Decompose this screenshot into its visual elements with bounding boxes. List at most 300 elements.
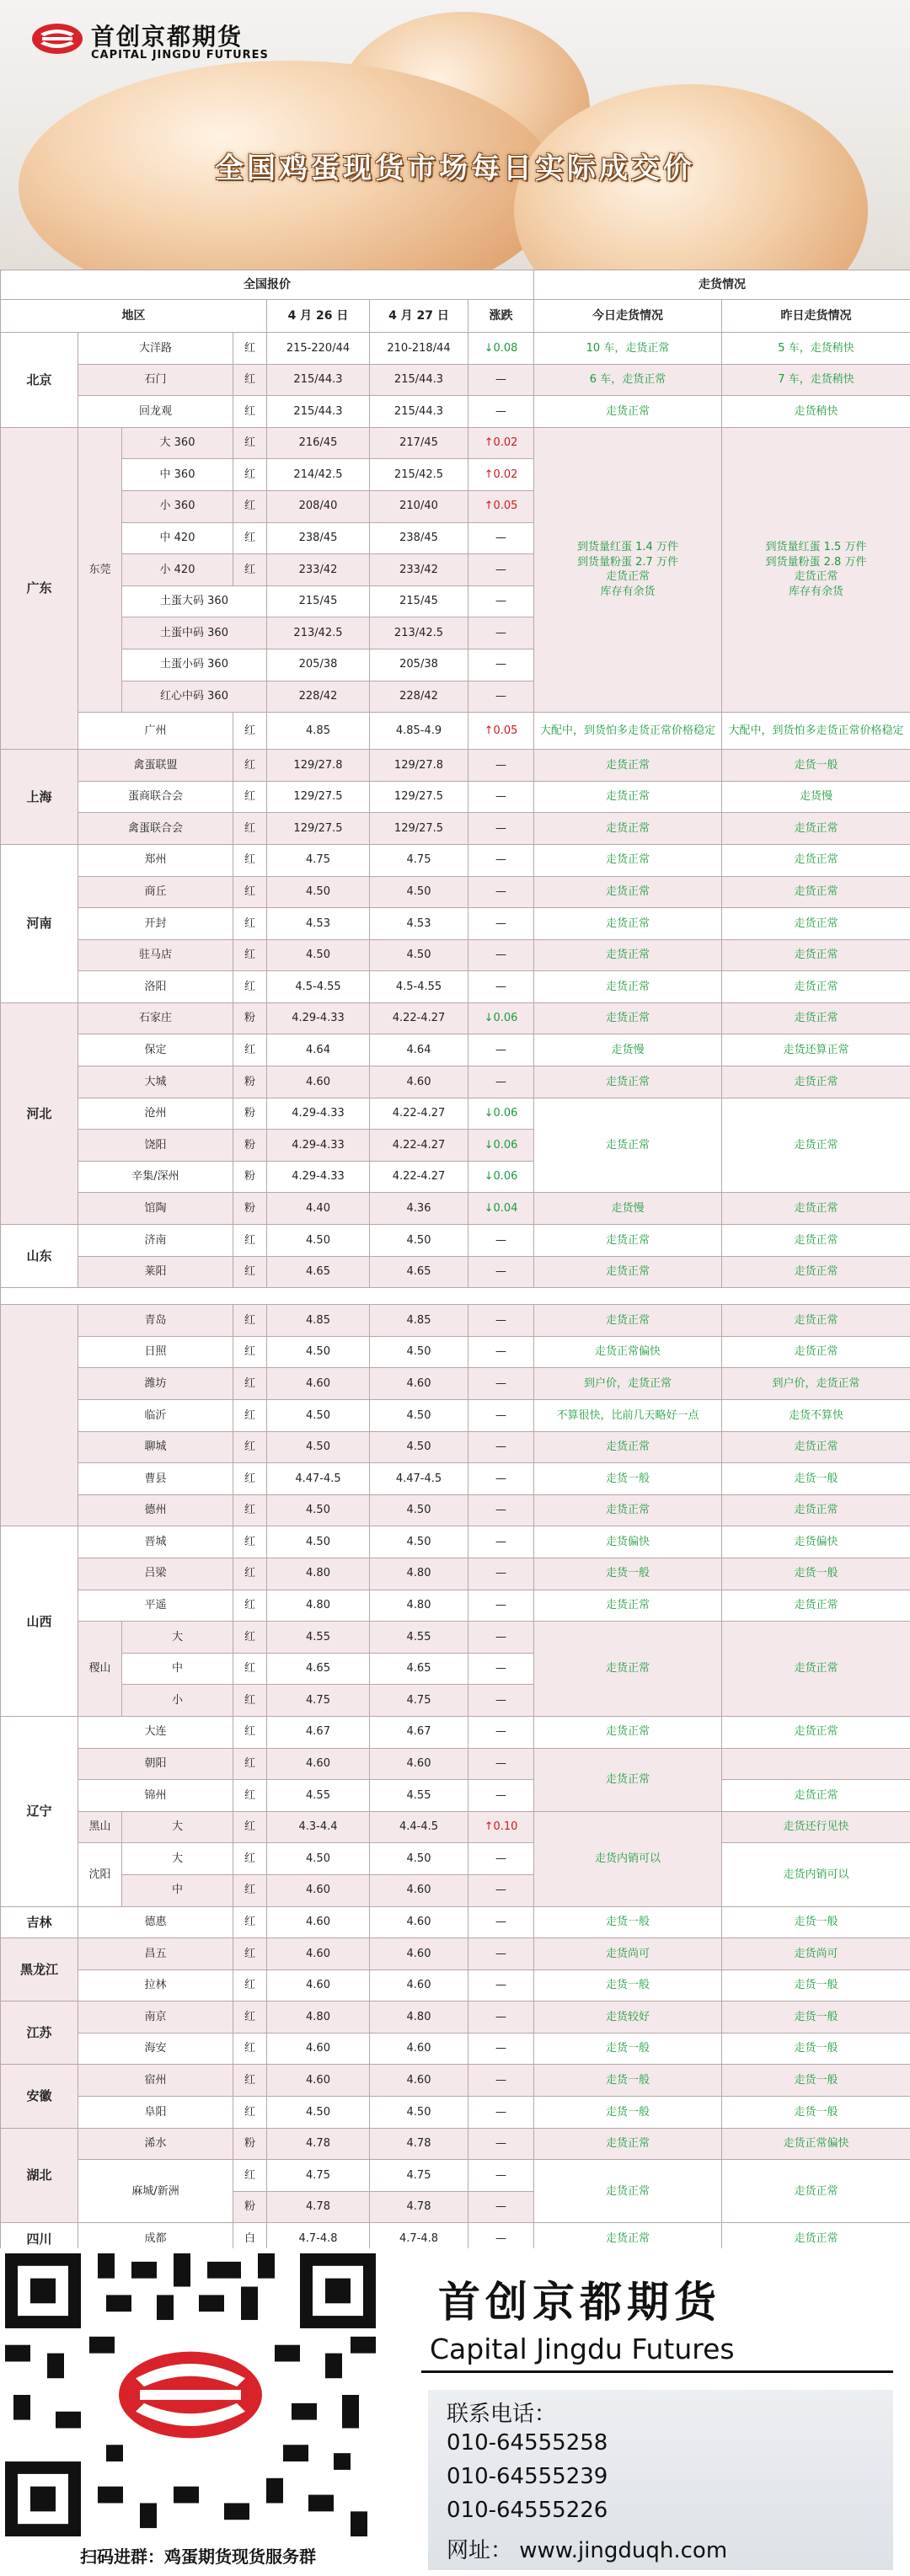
market-name: 回龙观 [78, 396, 233, 428]
phone-number[interactable]: 010-64555239 [447, 2464, 608, 2489]
price-date2: 4.22-4.27 [370, 1002, 468, 1034]
price-date2: 129/27.5 [370, 813, 468, 845]
table-row [1, 2033, 910, 2065]
price-date2: 4.22-4.27 [370, 1098, 468, 1130]
price-date1: 4.7-4.8 [267, 2223, 370, 2255]
price-date1: 4.5-4.55 [267, 971, 370, 1003]
company-name-en: Capital Jingdu Futures [430, 2333, 735, 2365]
egg-type: 红 [233, 1400, 267, 1432]
price-date1: 4.55 [267, 1622, 370, 1654]
price-change: ↓0.06 [468, 1130, 534, 1162]
price-date2: 4.50 [370, 876, 468, 908]
price-table [0, 270, 910, 2255]
price-date2: 4.65 [370, 1653, 468, 1685]
table-row [1, 2128, 910, 2160]
price-date2: 205/38 [370, 649, 468, 681]
sales-yesterday: 走货正常 [722, 1716, 910, 1748]
region-name: 广东 [1, 427, 78, 749]
price-date1: 129/27.5 [267, 781, 370, 813]
sales-yesterday: 走货正常 [722, 1780, 910, 1812]
sub-region-name: 稷山 [78, 1622, 122, 1717]
region-name: 江苏 [1, 2001, 78, 2065]
egg-type: 粉 [233, 1193, 267, 1225]
table-row [1, 1066, 910, 1098]
price-date1: 4.29-4.33 [267, 1002, 370, 1034]
market-name: 郑州 [78, 844, 233, 876]
market-name: 聊城 [78, 1431, 233, 1463]
price-date1: 213/42.5 [267, 617, 370, 649]
sales-today: 走货正常 [534, 876, 722, 908]
price-date2: 4.60 [370, 1368, 468, 1400]
price-change: — [468, 2160, 534, 2192]
market-name: 商丘 [78, 876, 233, 908]
table-row [1, 1034, 910, 1066]
price-date1: 215/44.3 [267, 364, 370, 396]
price-date1: 4.50 [267, 1843, 370, 1875]
egg-type: 红 [233, 1590, 267, 1622]
sales-yesterday: 走货正常 [722, 1336, 910, 1368]
price-date2: 4.47-4.5 [370, 1463, 468, 1495]
price-date2: 4.75 [370, 1685, 468, 1717]
price-date2: 4.7-4.8 [370, 2223, 468, 2255]
price-date1: 4.85 [267, 1305, 370, 1337]
price-date1: 4.60 [267, 1748, 370, 1780]
price-date1: 215-220/44 [267, 333, 370, 365]
sales-yesterday: 走货不算快 [722, 1400, 910, 1432]
table-row [1, 1906, 910, 1938]
sales-yesterday: 7 车，走货稍快 [722, 364, 910, 396]
price-date1: 233/42 [267, 554, 370, 586]
sales-yesterday: 走货还算正常 [722, 1034, 910, 1066]
sales-today: 走货正常 [534, 1748, 722, 1811]
region-name: 湖北 [1, 2128, 78, 2223]
egg-type: 红 [233, 939, 267, 971]
table-row [1, 1622, 910, 1654]
market-name: 宿州 [78, 2065, 233, 2097]
sales-today: 走货正常 [534, 1494, 722, 1526]
price-section-header: 全国报价 [1, 270, 534, 300]
price-date1: 4.60 [267, 1368, 370, 1400]
website-link[interactable]: www.jingduqh.com [519, 2538, 728, 2563]
price-change: — [468, 1256, 534, 1288]
price-change: — [468, 2033, 534, 2065]
price-date2: 215/42.5 [370, 459, 468, 491]
region-name: 黑龙江 [1, 1938, 78, 2001]
table-row [1, 939, 910, 971]
price-change: — [468, 908, 534, 940]
sales-today: 走货一般 [534, 1906, 722, 1938]
sales-yesterday: 走货稍快 [722, 396, 910, 428]
egg-type: 红 [233, 713, 267, 750]
table-row [1, 813, 910, 845]
price-date1: 4.78 [267, 2191, 370, 2223]
table-row [1, 844, 910, 876]
price-date2: 4.60 [370, 1874, 468, 1906]
egg-type: 红 [233, 876, 267, 908]
market-name: 日照 [78, 1336, 233, 1368]
sales-today: 走货正常 [534, 1066, 722, 1098]
sales-yesterday: 走货正常 [722, 1002, 910, 1034]
table-row [1, 1494, 910, 1526]
sales-yesterday: 走货正常 [722, 1098, 910, 1193]
col-header-region: 地区 [1, 300, 267, 333]
egg-type: 白 [233, 2223, 267, 2255]
market-name: 馆陶 [78, 1193, 233, 1225]
egg-type: 红 [233, 781, 267, 813]
price-date2: 4.60 [370, 1938, 468, 1970]
sales-yesterday: 走货正常 [722, 971, 910, 1003]
price-date2: 4.60 [370, 1906, 468, 1938]
sales-line: 库存有余货 [600, 585, 656, 598]
market-name: 中 [122, 1653, 233, 1685]
sales-line: 到货量红蛋 1.5 万件 [765, 541, 867, 554]
price-date1: 4.60 [267, 1066, 370, 1098]
price-date1: 4.60 [267, 1938, 370, 1970]
market-name: 中 420 [122, 522, 233, 554]
market-name: 开封 [78, 908, 233, 940]
egg-type: 红 [233, 2065, 267, 2097]
table-row [1, 396, 910, 428]
egg-type: 粉 [233, 2128, 267, 2160]
region-name: 河北 [1, 1002, 78, 1224]
price-change: — [468, 1494, 534, 1526]
table-row [1, 713, 910, 750]
egg-type: 粉 [233, 1066, 267, 1098]
egg-type: 红 [233, 554, 267, 586]
price-date1: 4.64 [267, 1034, 370, 1066]
sales-yesterday: 走货一般 [722, 2097, 910, 2129]
market-name: 潍坊 [78, 1368, 233, 1400]
market-name: 洛阳 [78, 971, 233, 1003]
table-row [1, 1098, 910, 1130]
price-date2: 4.67 [370, 1716, 468, 1748]
table-row [1, 1780, 910, 1812]
price-change: ↓0.06 [468, 1002, 534, 1034]
sales-today: 走货正常 [534, 908, 722, 940]
price-change: — [468, 1685, 534, 1717]
market-name: 蛋商联合会 [78, 781, 233, 813]
scan-prompt: 扫码进群：鸡蛋期货现货服务群 [80, 2547, 316, 2567]
region-name [1, 1305, 78, 1526]
price-date2: 4.50 [370, 1431, 468, 1463]
price-date1: 4.60 [267, 1969, 370, 2001]
region-name: 河南 [1, 844, 78, 1002]
market-name: 土蛋小码 360 [122, 649, 267, 681]
table-row [1, 1431, 910, 1463]
sales-yesterday: 走货正常 [722, 1431, 910, 1463]
sales-today: 走货正常 [534, 1002, 722, 1034]
sales-line: 走货正常 [605, 570, 650, 584]
price-change: ↑0.02 [468, 459, 534, 491]
market-name: 广州 [78, 713, 233, 750]
egg-type: 红 [233, 2001, 267, 2034]
egg-type: 红 [233, 1969, 267, 2001]
table-row [1, 427, 910, 459]
price-change: — [468, 617, 534, 649]
table-row [1, 1938, 910, 1970]
price-date1: 4.55 [267, 1780, 370, 1812]
price-date1: 4.78 [267, 2128, 370, 2160]
price-date2: 4.60 [370, 2065, 468, 2097]
price-change: — [468, 1938, 534, 1970]
price-date2: 129/27.5 [370, 781, 468, 813]
egg-type: 粉 [233, 2191, 267, 2223]
sales-yesterday: 走货一般 [722, 2033, 910, 2065]
sales-yesterday: 走货正常 [722, 908, 910, 940]
table-row [1, 2097, 910, 2129]
price-change: ↑0.02 [468, 427, 534, 459]
sales-today: 走货内销可以 [534, 1811, 722, 1906]
market-name: 大连 [78, 1716, 233, 1748]
market-name: 晋城 [78, 1526, 233, 1558]
price-date1: 4.29-4.33 [267, 1161, 370, 1193]
market-name: 土蛋中码 360 [122, 617, 267, 649]
market-name: 济南 [78, 1225, 233, 1257]
sales-today: 走货正常 [534, 2128, 722, 2160]
price-date2: 210-218/44 [370, 333, 468, 365]
price-date2: 233/42 [370, 554, 468, 586]
sales-yesterday: 走货一般 [722, 2065, 910, 2097]
sales-yesterday: 走货正常 [722, 1066, 910, 1098]
market-name: 大城 [78, 1066, 233, 1098]
sales-today: 10 车，走货正常 [534, 333, 722, 365]
sales-yesterday: 走货正常 [722, 844, 910, 876]
price-date2: 4.5-4.55 [370, 971, 468, 1003]
col-header-change: 涨跌 [468, 300, 534, 333]
price-change: — [468, 844, 534, 876]
egg-type: 红 [233, 490, 267, 522]
price-date1: 228/42 [267, 681, 370, 713]
price-date1: 4.60 [267, 2065, 370, 2097]
price-date1: 4.50 [267, 1526, 370, 1558]
egg-type: 红 [233, 1685, 267, 1717]
price-change: — [468, 939, 534, 971]
price-date2: 217/45 [370, 427, 468, 459]
table-row [1, 1305, 910, 1337]
phone-number[interactable]: 010-64555226 [447, 2498, 608, 2523]
egg-type: 红 [233, 1034, 267, 1066]
price-date2: 4.50 [370, 939, 468, 971]
table-row [1, 1193, 910, 1225]
price-change: — [468, 1305, 534, 1337]
egg-type: 红 [233, 813, 267, 845]
sales-today: 走货慢 [534, 1193, 722, 1225]
price-date2: 4.50 [370, 1843, 468, 1875]
egg-type: 红 [233, 522, 267, 554]
table-row [1, 1463, 910, 1495]
price-date1: 4.60 [267, 2033, 370, 2065]
egg-type: 粉 [233, 1002, 267, 1034]
price-date1: 4.75 [267, 2160, 370, 2192]
price-date1: 215/45 [267, 585, 370, 617]
table-row [1, 2160, 910, 2192]
sales-today: 走货正常 [534, 971, 722, 1003]
table-row [1, 364, 910, 396]
qr-code-icon[interactable] [5, 2253, 376, 2536]
price-date2: 4.75 [370, 844, 468, 876]
price-date1: 4.50 [267, 1400, 370, 1432]
price-change: — [468, 1622, 534, 1654]
egg-type: 红 [233, 1494, 267, 1526]
sales-yesterday: 走货一般 [722, 1463, 910, 1495]
price-change: — [468, 1874, 534, 1906]
table-row [1, 1969, 910, 2001]
price-date2: 4.78 [370, 2128, 468, 2160]
price-change: — [468, 1716, 534, 1748]
price-change: — [468, 554, 534, 586]
market-name: 驻马店 [78, 939, 233, 971]
egg-type: 粉 [233, 1098, 267, 1130]
sales-yesterday: 到户价，走货正常 [722, 1368, 910, 1400]
table-row [1, 2001, 910, 2034]
sales-today: 走货较好 [534, 2001, 722, 2034]
sales-yesterday: 走货一般 [722, 2001, 910, 2034]
website [447, 2533, 727, 2564]
market-name: 曹县 [78, 1463, 233, 1495]
region-name: 山东 [1, 1225, 78, 1288]
sales-yesterday: 走货偏快 [722, 1526, 910, 1558]
region-name: 四川 [1, 2223, 78, 2255]
sales-today: 走货正常 [534, 1225, 722, 1257]
egg-type: 红 [233, 971, 267, 1003]
price-change: — [468, 1066, 534, 1098]
market-name: 石门 [78, 364, 233, 396]
price-change: — [468, 1431, 534, 1463]
market-name: 中 360 [122, 459, 233, 491]
region-name: 吉林 [1, 1906, 78, 1938]
market-name: 德州 [78, 1494, 233, 1526]
market-name: 小 420 [122, 554, 233, 586]
egg-type: 红 [233, 750, 267, 782]
sales-today: 走货一般 [534, 2065, 722, 2097]
price-change: — [468, 813, 534, 845]
banner [0, 0, 910, 270]
sales-yesterday: 走货一般 [722, 1969, 910, 2001]
divider [421, 2370, 893, 2373]
price-change: — [468, 1590, 534, 1622]
market-name: 朝阳 [78, 1748, 233, 1780]
table-row [1, 1368, 910, 1400]
sales-today: 走货一般 [534, 2033, 722, 2065]
sales-today: 走货正常 [534, 1256, 722, 1288]
price-change: — [468, 396, 534, 428]
sales-yesterday: 走货正常 [722, 1305, 910, 1337]
price-date1: 215/44.3 [267, 396, 370, 428]
sales-today: 走货正常 [534, 781, 722, 813]
table-row [1, 1400, 910, 1432]
website-label: 网址： [447, 2538, 513, 2563]
price-date2: 129/27.8 [370, 750, 468, 782]
price-change: — [468, 1368, 534, 1400]
spacer [1, 1288, 910, 1305]
egg-type: 红 [233, 1716, 267, 1748]
sales-line: 到货量红蛋 1.4 万件 [577, 541, 678, 554]
sales-yesterday [722, 1748, 910, 1780]
price-date1: 4.50 [267, 939, 370, 971]
price-date1: 208/40 [267, 490, 370, 522]
price-date2: 4.60 [370, 1066, 468, 1098]
egg-type: 红 [233, 459, 267, 491]
table-row [1, 1748, 910, 1780]
price-date2: 4.75 [370, 2160, 468, 2192]
sales-section-header: 走货情况 [534, 270, 910, 300]
sales-yesterday: 走货正常 [722, 2160, 910, 2223]
egg-type: 红 [233, 844, 267, 876]
market-name: 拉林 [78, 1969, 233, 2001]
table-row [1, 1526, 910, 1558]
price-change: — [468, 750, 534, 782]
price-table-wrapper [0, 270, 910, 2255]
price-date1: 4.60 [267, 1874, 370, 1906]
egg-type: 红 [233, 1431, 267, 1463]
sales-yesterday: 走货内销可以 [722, 1843, 910, 1906]
sales-today: 到户价，走货正常 [534, 1368, 722, 1400]
market-name: 浠水 [78, 2128, 233, 2160]
egg-type: 红 [233, 1938, 267, 1970]
sales-today: 走货正常 [534, 1431, 722, 1463]
price-date2: 4.50 [370, 1336, 468, 1368]
table-row [1, 1225, 910, 1257]
sales-yesterday: 走货正常 [722, 1225, 910, 1257]
price-date1: 4.60 [267, 1906, 370, 1938]
egg-type: 红 [233, 2160, 267, 2192]
footer [0, 2248, 910, 2576]
sub-region-name: 东莞 [78, 427, 122, 712]
egg-type: 红 [233, 1780, 267, 1812]
price-change: — [468, 585, 534, 617]
phone-number[interactable]: 010-64555258 [447, 2430, 608, 2456]
price-change: — [468, 1780, 534, 1812]
table-row [1, 1590, 910, 1622]
price-change: — [468, 781, 534, 813]
sales-today: 走货一般 [534, 2097, 722, 2129]
price-date1: 4.80 [267, 2001, 370, 2034]
region-name: 安徽 [1, 2065, 78, 2128]
price-date1: 4.50 [267, 1494, 370, 1526]
price-date2: 4.65 [370, 1256, 468, 1288]
price-change: — [468, 1336, 534, 1368]
logo-icon [30, 22, 84, 56]
price-date2: 4.60 [370, 1969, 468, 2001]
sales-yesterday: 走货正常 [722, 813, 910, 845]
egg-type: 红 [233, 1874, 267, 1906]
egg-type: 红 [233, 908, 267, 940]
sales-today: 走货正常 [534, 2160, 722, 2223]
price-change: — [468, 681, 534, 713]
price-date2: 4.22-4.27 [370, 1130, 468, 1162]
price-date1: 4.50 [267, 1336, 370, 1368]
market-name: 阜阳 [78, 2097, 233, 2129]
price-date2: 4.78 [370, 2191, 468, 2223]
market-name: 昌五 [78, 1938, 233, 1970]
market-name: 麻城/新洲 [78, 2160, 233, 2223]
table-row [1, 1336, 910, 1368]
sales-yesterday: 走货正常 [722, 1256, 910, 1288]
sales-yesterday: 走货慢 [722, 781, 910, 813]
price-change: — [468, 2001, 534, 2034]
region-name: 山西 [1, 1526, 78, 1717]
sales-yesterday: 5 车，走货稍快 [722, 333, 910, 365]
table-row [1, 750, 910, 782]
market-name: 沧州 [78, 1098, 233, 1130]
price-date1: 4.85 [267, 713, 370, 750]
company-name-cn: 首创京都期货 [438, 2278, 721, 2327]
sales-yesterday: 走货正常 [722, 1494, 910, 1526]
egg-type: 红 [233, 1653, 267, 1685]
price-change: — [468, 876, 534, 908]
market-name: 大 360 [122, 427, 233, 459]
price-date2: 215/44.3 [370, 364, 468, 396]
